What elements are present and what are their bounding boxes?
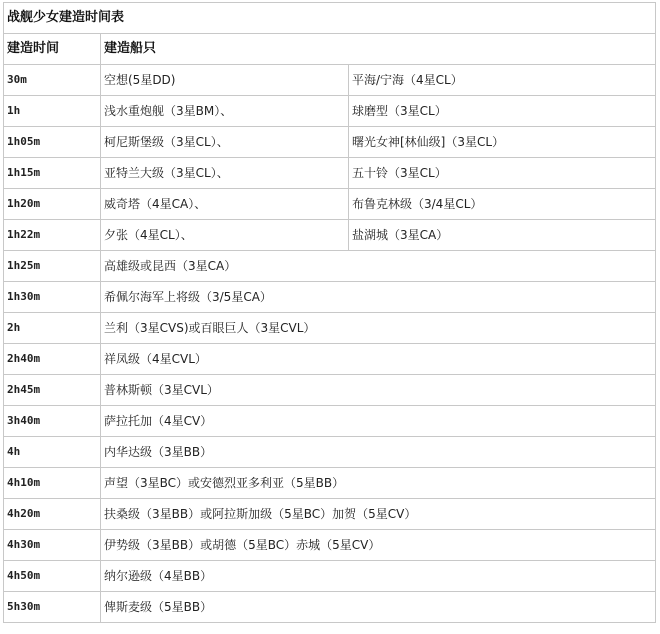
ship-cell: 布鲁克林级（3/4星CL） <box>349 189 656 220</box>
table-row <box>4 375 656 406</box>
table-row <box>4 499 656 530</box>
ship-cell: 普林斯顿（3星CVL） <box>101 375 656 406</box>
build-time-cell: 1h05m <box>4 127 101 158</box>
build-time-cell: 4h30m <box>4 530 101 561</box>
ship-cell: 夕张（4星CL）、 <box>101 220 349 251</box>
ship-cell: 祥凤级（4星CVL） <box>101 344 656 375</box>
table-row <box>4 406 656 437</box>
ship-cell: 亚特兰大级（3星CL）、 <box>101 158 349 189</box>
table-row <box>4 561 656 592</box>
header-build-time: 建造时间 <box>4 34 101 65</box>
build-time-cell: 2h <box>4 313 101 344</box>
ship-cell: 曙光女神[林仙级]（3星CL） <box>349 127 656 158</box>
build-time-cell: 1h20m <box>4 189 101 220</box>
build-time-cell: 2h40m <box>4 344 101 375</box>
ship-cell: 五十铃（3星CL） <box>349 158 656 189</box>
table-row <box>4 220 656 251</box>
ship-cell: 声望（3星BC）或安德烈亚多利亚（5星BB） <box>101 468 656 499</box>
build-time-cell: 4h <box>4 437 101 468</box>
build-time-cell: 30m <box>4 65 101 96</box>
build-time-cell: 1h22m <box>4 220 101 251</box>
table-row <box>4 592 656 623</box>
table-row <box>4 158 656 189</box>
table-row <box>4 437 656 468</box>
table-row <box>4 251 656 282</box>
build-time-cell: 1h30m <box>4 282 101 313</box>
build-time-cell: 1h15m <box>4 158 101 189</box>
build-time-cell: 3h40m <box>4 406 101 437</box>
ship-cell: 平海/宁海（4星CL） <box>349 65 656 96</box>
ship-cell: 扶桑级（3星BB）或阿拉斯加级（5星BC）加贺（5星CV） <box>101 499 656 530</box>
build-time-cell: 4h10m <box>4 468 101 499</box>
build-time-cell: 4h50m <box>4 561 101 592</box>
ship-cell: 伊势级（3星BB）或胡德（5星BC）赤城（5星CV） <box>101 530 656 561</box>
build-time-cell: 5h30m <box>4 592 101 623</box>
ship-cell: 纳尔逊级（4星BB） <box>101 561 656 592</box>
table-row <box>4 468 656 499</box>
build-time-cell: 4h20m <box>4 499 101 530</box>
build-time-cell: 1h <box>4 96 101 127</box>
ship-cell: 俾斯麦级（5星BB） <box>101 592 656 623</box>
table-row <box>4 96 656 127</box>
header-build-ships: 建造船只 <box>101 34 656 65</box>
ship-cell: 威奇塔（4星CA）、 <box>101 189 349 220</box>
build-time-table <box>3 2 656 623</box>
ship-cell: 高雄级或昆西（3星CA） <box>101 251 656 282</box>
table-row <box>4 344 656 375</box>
table-row <box>4 127 656 158</box>
table-row <box>4 65 656 96</box>
ship-cell: 萨拉托加（4星CV） <box>101 406 656 437</box>
table-body <box>4 3 656 623</box>
ship-cell: 球磨型（3星CL） <box>349 96 656 127</box>
ship-cell: 柯尼斯堡级（3星CL）、 <box>101 127 349 158</box>
table-title: 战舰少女建造时间表 <box>4 3 656 34</box>
table-row <box>4 313 656 344</box>
ship-cell: 希佩尔海军上将级（3/5星CA） <box>101 282 656 313</box>
table-row <box>4 282 656 313</box>
ship-cell: 空想(5星DD) <box>101 65 349 96</box>
build-time-cell: 2h45m <box>4 375 101 406</box>
ship-cell: 浅水重炮舰（3星BM）、 <box>101 96 349 127</box>
ship-cell: 兰利（3星CVS)或百眼巨人（3星CVL） <box>101 313 656 344</box>
build-time-cell: 1h25m <box>4 251 101 282</box>
header-row <box>4 34 656 65</box>
table-row <box>4 189 656 220</box>
ship-cell: 内华达级（3星BB） <box>101 437 656 468</box>
ship-cell: 盐湖城（3星CA） <box>349 220 656 251</box>
title-row <box>4 3 656 34</box>
table-row <box>4 530 656 561</box>
